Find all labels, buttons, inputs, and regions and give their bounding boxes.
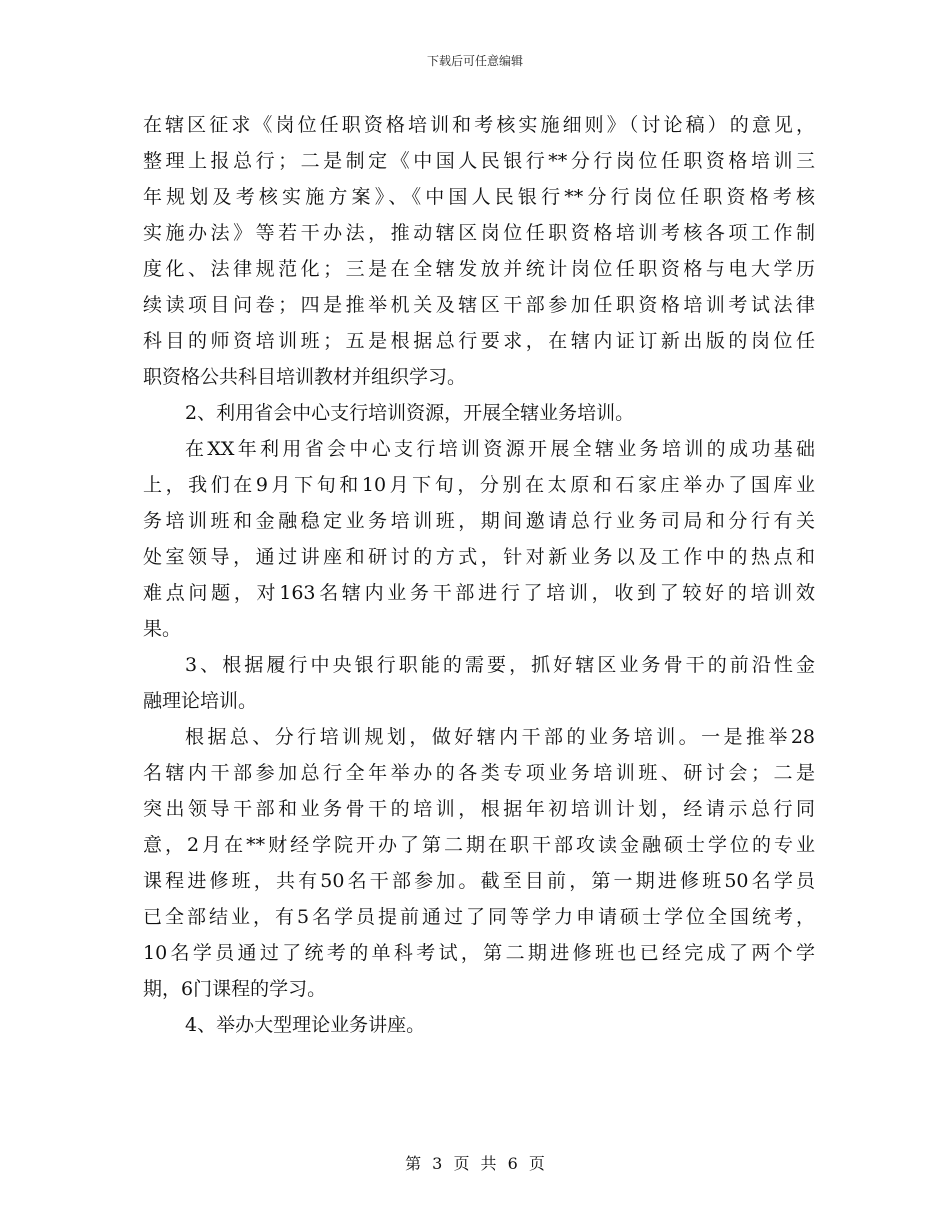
- text-line: 度化、法律规范化；三是在全辖发放并统计岗位任职资格与电大学历: [143, 258, 815, 280]
- text-line: 突出领导干部和业务骨干的培训，根据年初培训计划，经请示总行同: [143, 798, 815, 820]
- text-line: 果。: [143, 618, 182, 640]
- text-line: 职资格公共科目培训教材并组织学习。: [143, 366, 467, 388]
- text-line: 务培训班和金融稳定业务培训班，期间邀请总行业务司局和分行有关: [143, 510, 815, 532]
- text-line: 在XX年利用省会中心支行培训资源开展全辖业务培训的成功基础: [185, 438, 815, 460]
- text-line: 实施办法》等若干办法，推动辖区岗位任职资格培训考核各项工作制: [143, 222, 815, 244]
- text-line: 难点问题，对163名辖内业务干部进行了培训，收到了较好的培训效: [143, 582, 815, 604]
- section-heading: 2、利用省会中心支行培训资源，开展全辖业务培训。: [185, 402, 635, 424]
- page-header: 下载后可任意编辑: [426, 54, 523, 68]
- text-line: 名辖内干部参加总行全年举办的各类专项业务培训班、研讨会；二是: [143, 762, 815, 784]
- text-line: 意，2月在**财经学院开办了第二期在职干部攻读金融硕士学位的专业: [143, 834, 815, 856]
- text-line: 期，6门课程的学习。: [143, 978, 327, 1000]
- section-heading: 3、根据履行中央银行职能的需要，抓好辖区业务骨干的前沿性金: [185, 654, 815, 676]
- text-line: 已全部结业，有5名学员提前通过了同等学力申请硕士学位全国统考，: [143, 906, 815, 928]
- text-line: 年规划及考核实施方案》、《中国人民银行**分行岗位任职资格考核: [143, 186, 815, 208]
- text-line: 续读项目问卷；四是推举机关及辖区干部参加任职资格培训考试法律: [143, 294, 815, 316]
- text-line: 科目的师资培训班；五是根据总行要求，在辖内证订新出版的岗位任: [143, 330, 815, 352]
- text-line: 10名学员通过了统考的单科考试，第二期进修班也已经完成了两个学: [143, 942, 815, 964]
- section-heading: 4、举办大型理论业务讲座。: [185, 1014, 426, 1036]
- text-line: 整理上报总行；二是制定《中国人民银行**分行岗位任职资格培训三: [143, 150, 815, 172]
- page-number: 第 3 页 共 6 页: [405, 1154, 545, 1173]
- text-line: 根据总、分行培训规划，做好辖内干部的业务培训。一是推举28: [185, 726, 815, 748]
- text-line: 上，我们在9月下旬和10月下旬，分别在太原和石家庄举办了国库业: [143, 474, 815, 496]
- section-heading: 融理论培训。: [143, 690, 258, 712]
- text-line: 在辖区征求《岗位任职资格培训和考核实施细则》（讨论稿）的意见，: [143, 114, 815, 136]
- document-body: [143, 107, 815, 1043]
- text-line: 处室领导，通过讲座和研讨的方式，针对新业务以及工作中的热点和: [143, 546, 815, 568]
- text-line: 课程进修班，共有50名干部参加。截至目前，第一期进修班50名学员: [143, 870, 815, 892]
